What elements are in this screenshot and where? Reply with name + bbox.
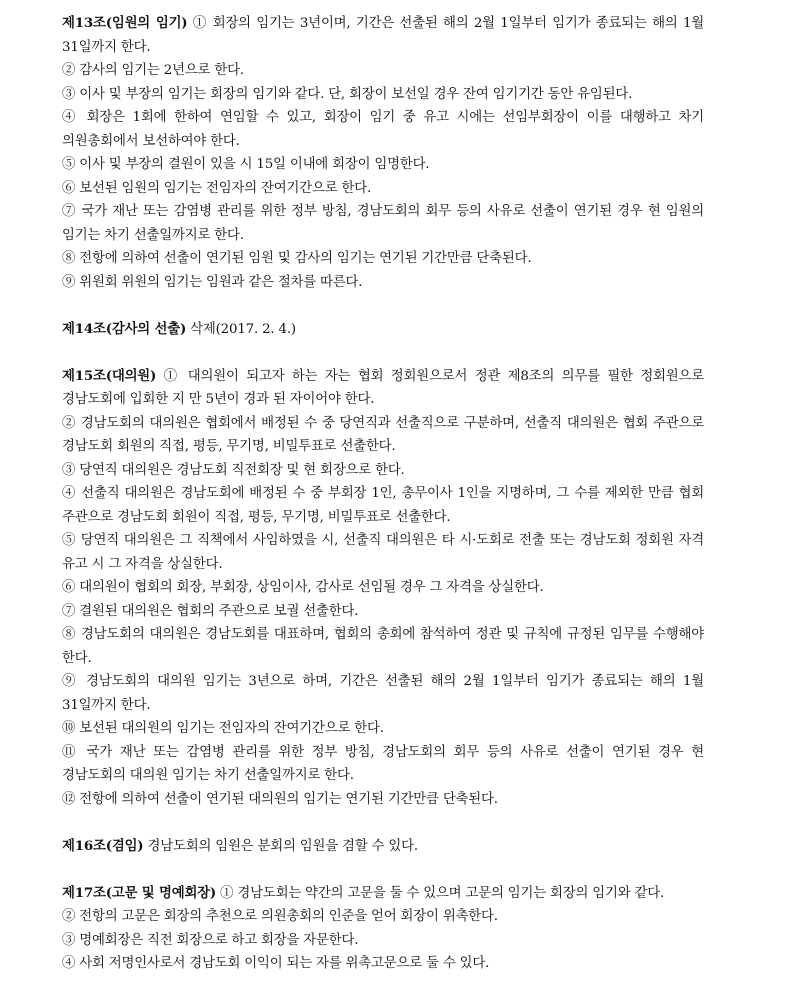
paragraph: ⑧ 전항에 의하여 선출이 연기된 임원 및 감사의 임기는 연기된 기간만큼 단축된다. [62,251,532,266]
paragraph: ④ 회장은 1회에 한하여 연임할 수 있고, 회장이 임기 중 유고 시에는 선임부회장이 이를 대행하고 차기 의원총회에서 보선하여야 한다. [62,110,704,149]
article-title: 제14조(감사의 선출) [62,320,187,337]
article-13 [62,12,704,294]
spacer [62,858,704,882]
article-title: 제16조(겸임) [62,837,144,854]
paragraph: ③ 명예회장은 직전 회장으로 하고 회장을 자문한다. [62,932,359,948]
paragraph: ④ 선출직 대의원은 경남도회에 배정된 수 중 부회장 1인, 총무이사 1인을 지명하며, 그 수를 제외한 만큼 협회 주관으로 경남도회 회원이 직접, 평등, 무기명, 비밀투표로 선출한다. [62,486,704,525]
paragraph: ⑨ 경남도회의 대의원 임기는 3년으로 하며, 기간은 선출된 해의 2월 1일부터 임기가 종료되는 해의 1월 31일까지 한다. [62,674,704,713]
paragraph [62,12,704,59]
paragraph: ② 전항의 고문은 회장의 추천으로 의원총회의 인준을 얻어 회장이 위촉한다. [62,909,498,924]
paragraph [62,365,704,412]
paragraph: ③ 당연직 대의원은 경남도회 직전회장 및 현 회장으로 한다. [62,462,405,478]
paragraph: ⑦ 결원된 대의원은 협회의 주관으로 보궐 선출한다. [62,603,359,619]
paragraph-text: ① 경남도회는 약간의 고문을 둘 수 있으며 고문의 임기는 회장의 임기와 같다. [220,885,665,901]
article-17 [62,882,704,976]
paragraph: ⑪ 국가 재난 또는 감염병 관리를 위한 정부 방침, 경남도회의 회무 등의 사유로 선출이 연기된 경우 현 경남도회의 대의원 임기는 차기 선출일까지로 한다. [62,744,704,783]
paragraph: ④ 사회 저명인사로서 경남도회 이익이 되는 자를 위촉고문으로 둘 수 있다. [62,956,490,971]
paragraph [62,835,704,859]
paragraph: ② 감사의 임기는 2년으로 한다. [62,63,244,78]
article-title: 제13조(임원의 임기) [62,15,188,31]
paragraph-text: ① 회장의 임기는 3년이며, 기간은 선출된 해의 2월 1일부터 임기가 종료되는 해의 1월 31일까지 한다. [62,16,704,55]
article-15 [62,365,704,812]
spacer [62,811,704,835]
paragraph: ⑧ 경남도회의 대의원은 경남도회를 대표하며, 협회의 총회에 참석하여 정관 및 규칙에 규정된 임무를 수행해야 한다. [62,627,704,666]
paragraph-text: ① 대의원이 되고자 하는 자는 협회 정회원으로서 정관 제8조의 의무를 필한 정회원으로 경남도회에 입회한 지 만 5년이 경과 된 자이어야 한다. [62,368,704,407]
paragraph: ⑨ 위원회 위원의 임기는 임원과 같은 절차를 따른다. [62,274,363,290]
paragraph: ③ 이사 및 부장의 임기는 회장의 임기와 같다. 단, 회장이 보선일 경우 잔여 임기기간 동안 유임된다. [62,86,633,102]
article-title: 제17조(고문 및 명예회장) [62,884,217,901]
paragraph: ⑦ 국가 재난 또는 감염병 관리를 위한 정부 방침, 경남도회의 회무 등의 사유로 선출이 연기된 경우 현 임원의 임기는 차기 선출일까지로 한다. [62,204,704,243]
paragraph-text: 삭제(2017. 2. 4.) [190,321,296,337]
spacer [62,341,704,365]
paragraph: ⑥ 보선된 임원의 임기는 전임자의 잔여기간으로 한다. [62,180,372,196]
spacer [62,294,704,318]
paragraph [62,882,704,906]
paragraph: ⑩ 보선된 대의원의 임기는 전임자의 잔여기간으로 한다. [62,721,384,736]
document-page [62,12,704,976]
article-title: 제15조(대의원) [62,367,157,384]
paragraph: ② 경남도회의 대의원은 협회에서 배정된 수 중 당연직과 선출직으로 구분하며, 선출직 대의원은 협회 주관으로 경남도회 회원의 직접, 평등, 무기명, 비밀투표로 선출한다. [62,415,704,454]
paragraph [62,318,704,342]
paragraph: ⑥ 대의원이 협회의 회장, 부회장, 상임이사, 감사로 선임될 경우 그 자격을 상실한다. [62,580,544,595]
paragraph: ⑤ 당연직 대의원은 그 직책에서 사임하였을 시, 선출직 대의원은 타 시·도회로 전출 또는 경남도회 정회원 자격 유고 시 그 자격을 상실한다. [62,533,704,572]
paragraph-text: 경남도회의 임원은 분회의 임원을 겸할 수 있다. [147,838,418,854]
paragraph: ⑤ 이사 및 부장의 결원이 있을 시 15일 이내에 회장이 임명한다. [62,157,430,172]
paragraph: ⑫ 전항에 의하여 선출이 연기된 대의원의 임기는 연기된 기간만큼 단축된다. [62,791,498,807]
article-14 [62,318,704,342]
article-16 [62,835,704,859]
